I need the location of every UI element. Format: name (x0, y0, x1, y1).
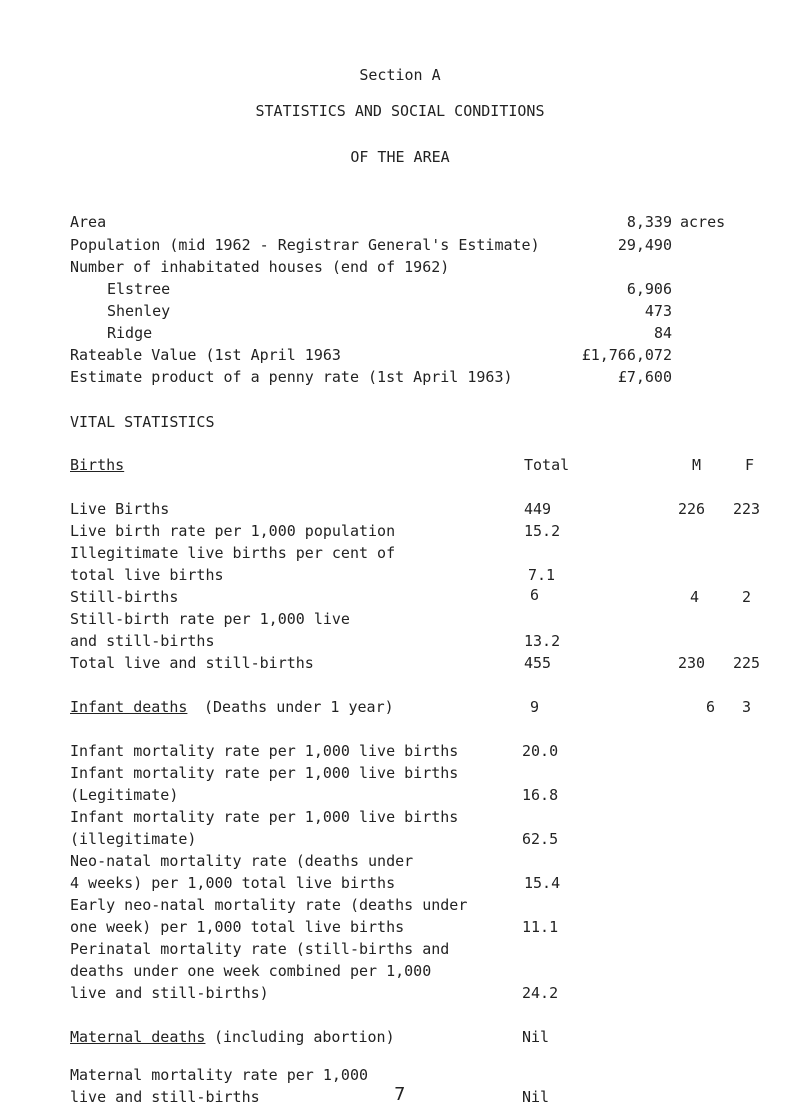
stat-label: Area (70, 213, 107, 231)
row-label: Infant mortality rate per 1,000 live births (70, 808, 459, 826)
births-heading: Births (70, 456, 125, 474)
row-label: Perinatal mortality rate (still-births and (70, 940, 450, 958)
stat-label: Shenley (107, 302, 171, 320)
stat-value: £7,600 (617, 368, 672, 386)
row-label: Infant mortality rate per 1,000 live births (70, 742, 459, 760)
row-label: Total live and still-births (70, 654, 314, 672)
row-label: Still-births (70, 588, 179, 606)
stat-value: 473 (644, 302, 672, 320)
row-label: one week) per 1,000 total live births (70, 918, 405, 936)
infant-deaths-note: (Deaths under 1 year) (204, 698, 394, 716)
row-label: Live birth rate per 1,000 population (70, 522, 396, 540)
stat-value: 29,490 (617, 236, 672, 254)
row-label: total live births (70, 566, 224, 584)
row-f: 225 (733, 654, 761, 672)
maternal-deaths-label: Maternal deaths (70, 1028, 206, 1046)
stat-label: Elstree (107, 280, 171, 298)
row-label: deaths under one week combined per 1,000 (70, 962, 432, 980)
stat-label: Ridge (107, 324, 153, 342)
row-label: and still-births (70, 632, 215, 650)
stat-value: 84 (653, 324, 672, 342)
row-label: Still-birth rate per 1,000 live (70, 610, 350, 628)
stat-value: 6,906 (626, 280, 672, 298)
vital-heading: VITAL STATISTICS (70, 413, 215, 431)
row-total: 24.2 (522, 984, 559, 1002)
row-label: live and still-births) (70, 984, 269, 1002)
row-total: 455 (524, 654, 552, 672)
row-m: 4 (690, 588, 700, 606)
row-total: 11.1 (522, 918, 559, 936)
row-label: Infant mortality rate per 1,000 live births (70, 764, 459, 782)
infant-deaths-m: 6 (706, 698, 716, 716)
row-m: 230 (678, 654, 706, 672)
row-label: Maternal mortality rate per 1,000 (70, 1066, 369, 1084)
row-total: 62.5 (522, 830, 559, 848)
stat-unit: acres (680, 213, 726, 231)
row-total: 6 (530, 586, 540, 604)
infant-deaths-total: 9 (530, 698, 540, 716)
row-total: 15.4 (524, 874, 561, 892)
row-f: 223 (733, 500, 761, 518)
section-label: Section A (359, 66, 441, 84)
stat-label: Rateable Value (1st April 1963 (70, 346, 341, 364)
maternal-rate-total: Nil (522, 1088, 550, 1106)
maternal-deaths-note: (including abortion) (214, 1028, 395, 1046)
row-label: 4 weeks) per 1,000 total live births (70, 874, 396, 892)
row-label: Early neo-natal mortality rate (deaths under (70, 896, 468, 914)
row-total: 16.8 (522, 786, 559, 804)
stat-label: Estimate product of a penny rate (1st April 1963) (70, 368, 513, 386)
row-label: live and still-births (70, 1088, 260, 1106)
row-total: 15.2 (524, 522, 561, 540)
stat-value: £1,766,072 (581, 346, 672, 364)
row-label: Illegitimate live births per cent of (70, 544, 396, 562)
col-total-header: Total (524, 456, 570, 474)
page-subtitle: OF THE AREA (350, 148, 450, 166)
row-label: (illegitimate) (70, 830, 197, 848)
page-title: STATISTICS AND SOCIAL CONDITIONS (255, 102, 545, 120)
row-label: Live Births (70, 500, 170, 518)
col-f-header: F (745, 456, 755, 474)
row-label: (Legitimate) (70, 786, 179, 804)
row-total: 7.1 (528, 566, 556, 584)
row-total: 20.0 (522, 742, 559, 760)
row-label: Neo-natal mortality rate (deaths under (70, 852, 414, 870)
page-number: 7 (394, 1084, 406, 1105)
col-m-header: M (692, 456, 702, 474)
infant-deaths-f: 3 (742, 698, 752, 716)
maternal-deaths-total: Nil (522, 1028, 550, 1046)
row-m: 226 (678, 500, 706, 518)
row-total: 449 (524, 500, 552, 518)
stat-label: Number of inhabitated houses (end of 1962) (70, 258, 450, 276)
stat-value: 8,339 (626, 213, 672, 231)
stat-label: Population (mid 1962 - Registrar General's Estimate) (70, 236, 540, 254)
infant-deaths-label: Infant deaths (70, 698, 188, 716)
row-total: 13.2 (524, 632, 561, 650)
row-f: 2 (742, 588, 752, 606)
